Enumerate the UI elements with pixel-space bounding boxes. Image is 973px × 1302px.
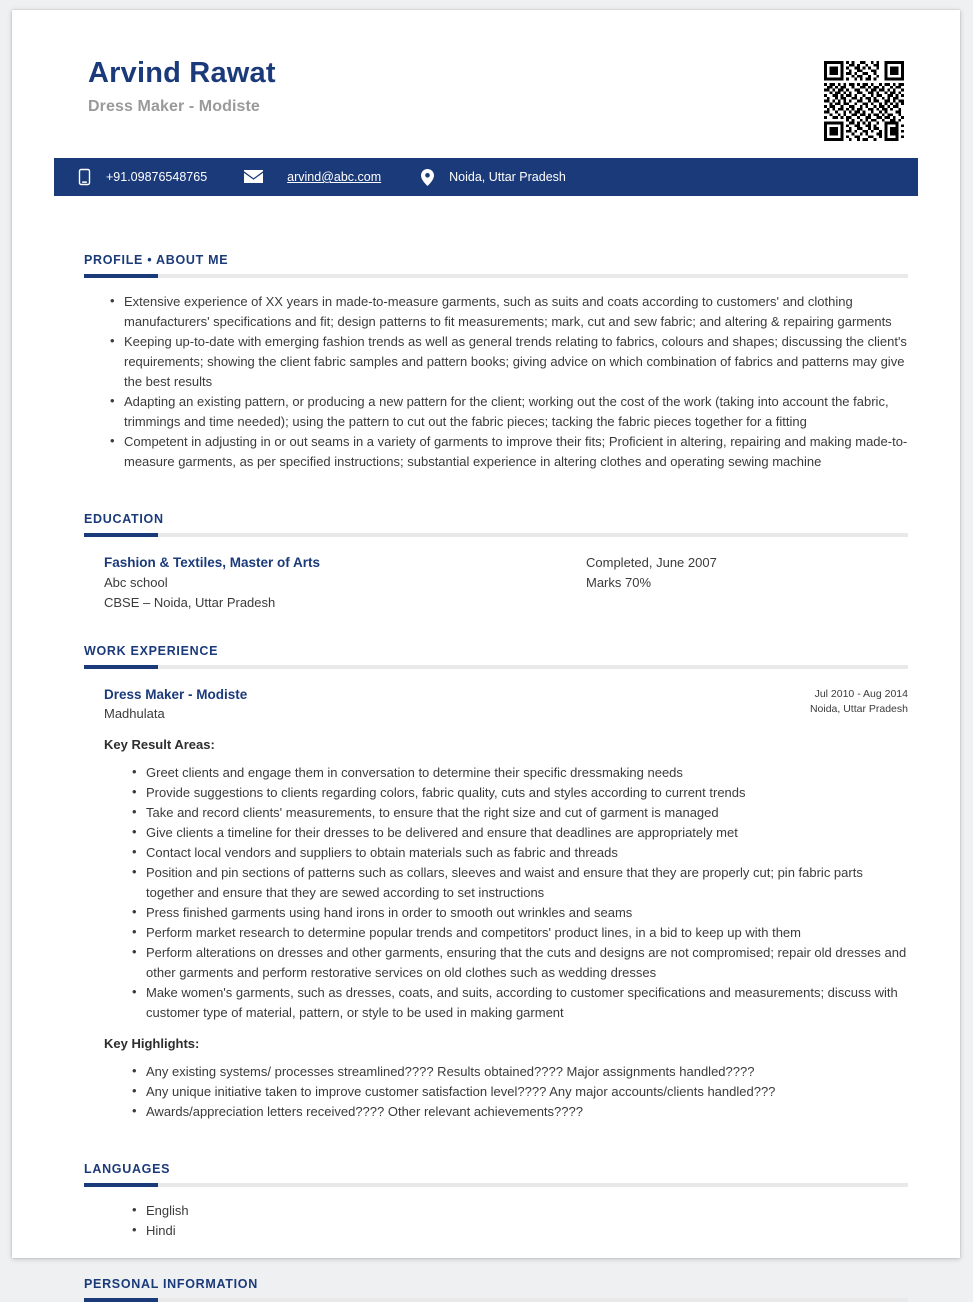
section-title-languages: LANGUAGES xyxy=(84,1162,171,1176)
education-left xyxy=(104,553,586,613)
section-title-work: WORK EXPERIENCE xyxy=(84,644,219,658)
list-item: • Give clients a timeline for their dresses to be delivered and ensure that deadlines are appropriately met xyxy=(132,823,908,843)
list-item: • Position and pin sections of patterns such as collars, sleeves and waist and ensure that they are properly cut; pin fabric parts together and ensure that they are sewed according to set instructions xyxy=(132,863,908,903)
resume-page xyxy=(12,10,960,1291)
list-item: • Adapting an existing pattern, or producing a new pattern for the client; working out the cost of the work (taking into account the fabric, trimmings and time needed); using the pattern to cut out the fabric pieces; tacking the fabric pieces together for a fitting xyxy=(110,392,908,432)
list-item: • Provide suggestions to clients regarding colors, fabric quality, cuts and styles according to current trends xyxy=(132,783,908,803)
list-item: • Competent in adjusting in or out seams in a variety of garments to improve their fits; Proficient in altering, repairing and making made-to-measure garments, as per specified instructions; substantial experience in altering clothes and operating sewing machine xyxy=(110,432,908,472)
list-item: • Press finished garments using hand irons in order to smooth out wrinkles and seams xyxy=(132,903,908,923)
job-entry-header xyxy=(84,685,908,724)
section-rule xyxy=(84,665,908,669)
section-rule xyxy=(84,533,908,537)
profile-bullet-list xyxy=(110,292,908,472)
list-item: • Any unique initiative taken to improve customer satisfaction level???? Any major accounts/clients handled??? xyxy=(132,1082,908,1102)
section-title-education: EDUCATION xyxy=(84,512,164,526)
education-right xyxy=(586,553,908,613)
list-item: • Any existing systems/ processes streamlined???? Results obtained???? Major assignments handled???? xyxy=(132,1062,908,1082)
list-item: • Extensive experience of XX years in made-to-measure garments, such as suits and coats according to customers' and clothing manufacturers' specifications and fit; design patterns to fit measurements; mark, cut and sew fabric; and altering & repairing garments xyxy=(110,292,908,332)
contact-phone-text: +91.09876548765 xyxy=(106,170,208,184)
job-location: Noida, Uttar Pradesh xyxy=(809,703,908,715)
section-education xyxy=(84,512,908,613)
contact-email-text[interactable]: arvind@abc.com xyxy=(287,170,382,184)
section-title-profile: PROFILE • ABOUT ME xyxy=(84,253,229,267)
contact-bar xyxy=(54,158,918,196)
job-identity xyxy=(104,685,247,724)
list-item: • Take and record clients' measurements, to ensure that the right size and cut of garment is managed xyxy=(132,803,908,823)
envelope-icon xyxy=(243,170,263,184)
section-rule xyxy=(84,1298,908,1302)
job-meta xyxy=(810,685,908,717)
section-personal-information xyxy=(84,1277,908,1302)
section-work-experience xyxy=(84,644,908,1122)
education-degree: Fashion & Textiles, Master of Arts xyxy=(104,555,321,570)
key-highlights-label: Key Highlights: xyxy=(104,1036,200,1051)
education-school: Abc school xyxy=(104,575,168,590)
kra-bullet-list xyxy=(132,763,908,1023)
list-item: • Awards/appreciation letters received???? Other relevant achievements???? xyxy=(132,1102,908,1122)
map-pin-icon xyxy=(417,169,437,186)
section-rule xyxy=(84,274,908,278)
list-item: • Hindi xyxy=(132,1221,908,1241)
mobile-phone-icon xyxy=(74,169,94,185)
contact-location[interactable] xyxy=(417,169,566,186)
section-title-personal: PERSONAL INFORMATION xyxy=(84,1277,258,1291)
key-highlights-list xyxy=(132,1062,908,1122)
candidate-name: Arvind Rawat xyxy=(88,57,276,89)
section-profile xyxy=(84,253,908,472)
resume-header xyxy=(12,10,960,158)
section-rule xyxy=(84,1183,908,1187)
list-item: • Perform alterations on dresses and other garments, ensuring that the cuts and designs are not compromised; repair old dresses and other garments and perform restorative services on old clothes such as wedding dresses xyxy=(132,943,908,983)
resume-body xyxy=(12,253,960,1302)
candidate-subtitle: Dress Maker - Modiste xyxy=(88,98,260,116)
languages-list xyxy=(132,1201,908,1241)
list-item: • Perform market research to determine popular trends and competitors' product lines, in a bid to keep up with them xyxy=(132,923,908,943)
list-item: • Keeping up-to-date with emerging fashion trends as well as general trends relating to fabrics, colours and shapes; discussing the client's requirements; showing the client fabric samples and pattern books; giving advice on which combination of fabrics and patterns may give the best results xyxy=(110,332,908,392)
section-languages xyxy=(84,1162,908,1241)
job-dates: Jul 2010 - Aug 2014 xyxy=(814,688,908,700)
job-company: Madhulata xyxy=(104,706,165,721)
job-title: Dress Maker - Modiste xyxy=(104,687,248,702)
list-item: • Contact local vendors and suppliers to obtain materials such as fabric and threads xyxy=(132,843,908,863)
education-status: Completed, June 2007 xyxy=(586,555,717,570)
contact-phone[interactable] xyxy=(74,169,207,185)
education-board: CBSE – Noida, Uttar Pradesh xyxy=(104,595,276,610)
education-marks: Marks 70% xyxy=(586,575,652,590)
qr-code-icon xyxy=(820,57,908,145)
contact-email[interactable] xyxy=(243,170,381,184)
education-entry xyxy=(84,553,908,613)
list-item: • English xyxy=(132,1201,908,1221)
contact-location-text: Noida, Uttar Pradesh xyxy=(449,170,566,184)
list-item: • Greet clients and engage them in conversation to determine their specific dressmaking needs xyxy=(132,763,908,783)
list-item: • Make women's garments, such as dresses, coats, and suits, according to customer specifications and measurements; discuss with customer type of material, pattern, or style to be used in making garment xyxy=(132,983,908,1023)
kra-label: Key Result Areas: xyxy=(104,737,215,752)
